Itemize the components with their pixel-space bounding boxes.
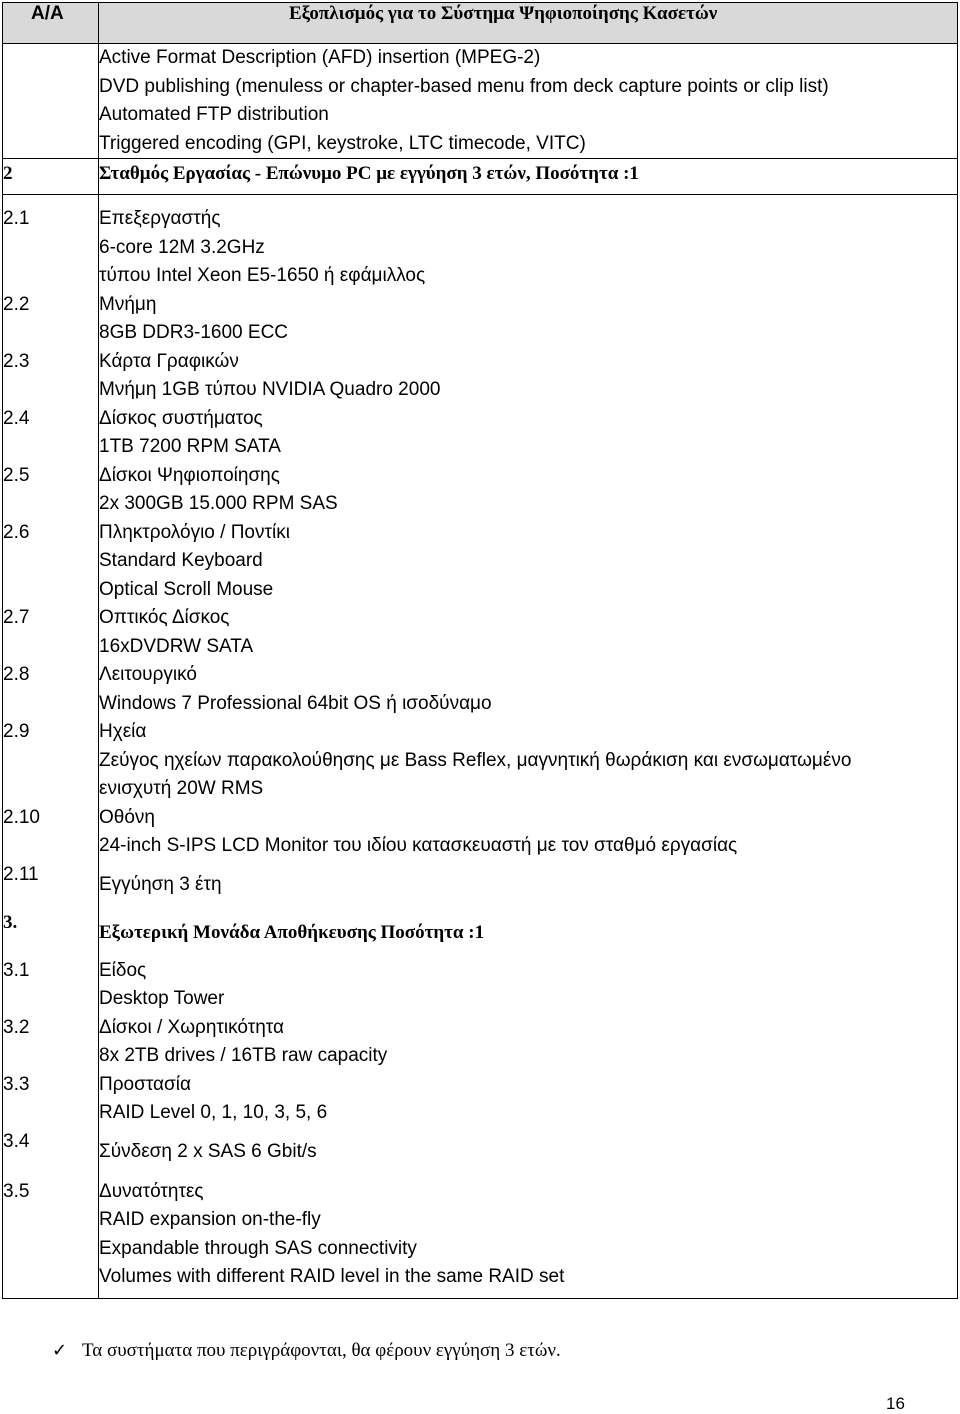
item-detail: 2x 300GB 15.000 RPM SAS: [99, 493, 338, 514]
section-number: 3.: [3, 911, 18, 933]
item-number: 2.2: [3, 293, 30, 315]
item-number: 2.3: [3, 350, 30, 372]
warranty-note-text: Τα συστήματα που περιγράφονται, θα φέρουν εγγύηση 3 ετών.: [82, 1340, 561, 1361]
item-title: Δίσκοι Ψηφιοποίησης: [99, 464, 280, 486]
item-detail: ενισχυτή 20W RMS: [99, 778, 264, 799]
intro-line: Automated FTP distribution: [99, 104, 329, 125]
item-number: 2.8: [3, 664, 30, 685]
section-heading-row: [3, 159, 958, 195]
list-item: [3, 291, 958, 348]
item-title: Επεξεργαστής: [99, 208, 221, 229]
list-item: [3, 1178, 958, 1299]
item-number: 3.1: [3, 959, 30, 981]
list-item: [3, 804, 958, 861]
check-icon: ✓: [52, 1340, 68, 1361]
item-number: 2.7: [3, 607, 30, 628]
item-detail: RAID Level 0, 1, 10, 3, 5, 6: [99, 1102, 328, 1123]
item-number: 2.4: [3, 407, 30, 429]
item-detail: 24-inch S-IPS LCD Monitor του ιδίου κατασκευαστή με τον σταθμό εργασίας: [99, 835, 738, 856]
item-title: Κάρτα Γραφικών: [99, 350, 239, 372]
item-detail: Standard Keyboard: [99, 550, 263, 571]
list-item: [3, 1071, 958, 1128]
warranty-note: [52, 1340, 561, 1362]
item-number: 2.6: [3, 521, 30, 543]
item-detail: Desktop Tower: [99, 988, 225, 1009]
list-item: [3, 661, 958, 718]
item-detail: RAID expansion on-the-fly: [99, 1209, 321, 1230]
item-number: 2.11: [3, 863, 39, 885]
item-title: Οπτικός Δίσκος: [99, 607, 230, 628]
item-title: Μνήμη: [99, 293, 157, 315]
item-number: 3.5: [3, 1180, 30, 1202]
list-item: [3, 195, 958, 291]
item-title: Δυνατότητες: [99, 1180, 204, 1202]
item-detail: Ζεύγος ηχείων παρακολούθησης με Bass Reflex, μαγνητική θωράκιση και ενσωματωμένο: [99, 749, 852, 771]
list-item: [3, 718, 958, 804]
item-number: 2.1: [3, 208, 30, 229]
section-title: Σταθμός Εργασίας - Επώνυμο PC με εγγύηση 3 ετών, Ποσότητα :1: [99, 163, 639, 184]
item-number: 2.9: [3, 721, 30, 742]
item-detail: Optical Scroll Mouse: [99, 578, 274, 600]
item-number: 3.4: [3, 1130, 30, 1152]
list-item: [3, 861, 958, 905]
item-number: 3.2: [3, 1016, 30, 1038]
item-detail: 8x 2TB drives / 16TB raw capacity: [99, 1045, 388, 1066]
list-item: [3, 462, 958, 519]
item-number: 2.10: [3, 806, 40, 828]
item-title: Ηχεία: [99, 721, 147, 742]
equipment-spec-table: [2, 2, 958, 1299]
item-title: Είδος: [99, 959, 147, 981]
item-title: Δίσκος συστήματος: [99, 407, 263, 429]
list-item: [3, 1128, 958, 1178]
item-detail: Volumes with different RAID level in the same RAID set: [99, 1266, 565, 1287]
list-item: [3, 604, 958, 661]
item-title: Πληκτρολόγιο / Ποντίκι: [99, 521, 290, 543]
item-detail: Μνήμη 1GB τύπου NVIDIA Quadro 2000: [99, 379, 441, 400]
list-item: [3, 957, 958, 1014]
item-detail: 16xDVDRW SATA: [99, 635, 254, 657]
item-detail: 8GB DDR3-1600 ECC: [99, 322, 289, 343]
list-item: [3, 348, 958, 405]
item-title: Προστασία: [99, 1073, 191, 1095]
item-number: 2.5: [3, 464, 30, 486]
header-title: Εξοπλισμός για το Σύστημα Ψηφιοποίησης Κασετών: [99, 3, 958, 44]
item-title: Δίσκοι / Χωρητικότητα: [99, 1016, 284, 1038]
item-detail: τύπου Intel Xeon E5-1650 ή εφάμιλλος: [99, 265, 426, 286]
section-number: 2: [3, 163, 13, 184]
list-item: [3, 1014, 958, 1071]
intro-line: Triggered encoding (GPI, keystroke, LTC timecode, VITC): [99, 132, 586, 154]
item-detail: 1TB 7200 RPM SATA: [99, 436, 281, 457]
list-item: [3, 405, 958, 462]
table-header-row: [3, 3, 958, 44]
section-heading-row: [3, 905, 958, 957]
page-number: 16: [886, 1394, 905, 1413]
header-number: Α/Α: [3, 3, 99, 44]
list-item: [3, 519, 958, 605]
item-number: 3.3: [3, 1073, 30, 1095]
intro-line: Active Format Description (AFD) insertion (MPEG-2): [99, 47, 541, 68]
intro-line: DVD publishing (menuless or chapter-based menu from deck capture points or clip list): [99, 75, 829, 97]
item-title: Σύνδεση 2 x SAS 6 Gbit/s: [99, 1140, 317, 1162]
item-detail: Windows 7 Professional 64bit OS ή ισοδύναμο: [99, 692, 492, 714]
item-detail: Expandable through SAS connectivity: [99, 1237, 417, 1259]
item-title: Εγγύηση 3 έτη: [99, 873, 222, 895]
item-detail: 6-core 12M 3.2GHz: [99, 236, 265, 258]
intro-row: [3, 44, 958, 159]
item-title: Λειτουργικό: [99, 664, 197, 685]
section-title: Εξωτερική Μονάδα Αποθήκευσης Ποσότητα :1: [99, 921, 485, 943]
item-title: Οθόνη: [99, 806, 155, 828]
